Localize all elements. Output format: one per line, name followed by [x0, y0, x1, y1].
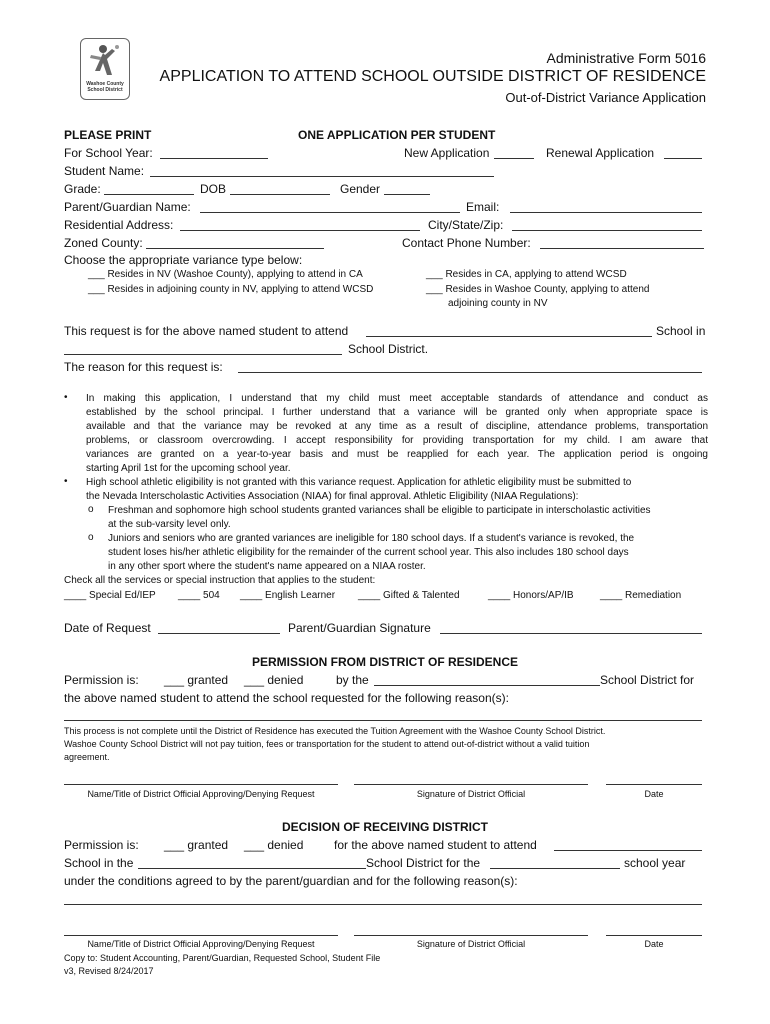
grade-label: Grade: — [64, 182, 101, 196]
receiving-school-year-label: school year — [624, 856, 686, 870]
page-title: APPLICATION TO ATTEND SCHOOL OUTSIDE DISTRICT OF RESIDENCE — [159, 68, 706, 85]
contact-phone-label: Contact Phone Number: — [402, 236, 531, 250]
school-district-label: School District. — [348, 342, 429, 356]
footer-copy-to: Copy to: Student Accounting, Parent/Guardian, Requested School, Student File — [64, 953, 381, 963]
new-application-check[interactable] — [494, 158, 534, 159]
service-504[interactable]: ____ 504 — [178, 590, 220, 601]
residence-caption-signature: Signature of District Official — [416, 789, 526, 799]
city-state-zip-label: City/State/Zip: — [428, 218, 504, 232]
student-name-input[interactable] — [150, 176, 494, 177]
receiving-for-above-label: for the above named student to attend — [334, 838, 537, 852]
receiving-official-name-input[interactable] — [64, 935, 338, 936]
receiving-school-year-input[interactable] — [490, 868, 620, 869]
receiving-school-input[interactable] — [554, 850, 702, 851]
new-application-label: New Application — [404, 146, 490, 160]
district-logo — [80, 38, 130, 100]
variance-prompt: Choose the appropriate variance type below: — [64, 253, 303, 267]
request-attend-label: This request is for the above named student to attend — [64, 324, 349, 338]
page-subtitle: Out-of-District Variance Application — [505, 90, 706, 105]
residence-caption-date: Date — [644, 789, 664, 799]
address-input[interactable] — [180, 230, 420, 231]
services-prompt: Check all the services or special instruction that applies to the student: — [64, 575, 376, 586]
form-number: Administrative Form 5016 — [546, 50, 706, 66]
zoned-county-input[interactable] — [146, 248, 324, 249]
email-label: Email: — [466, 200, 500, 214]
receiving-granted-check[interactable]: ___ granted — [164, 838, 229, 852]
residence-note-2: Washoe County School District will not pay tuition, fees or transportation for the student to attend out-of-district without a valid tuition — [64, 739, 590, 749]
renewal-application-check[interactable] — [664, 158, 702, 159]
variance-option-adjoining-to-wcsd[interactable]: ___ Resides in adjoining county in NV, applying to attend WCSD — [88, 284, 374, 295]
student-name-label: Student Name: — [64, 164, 145, 178]
residence-note-3: agreement. — [64, 752, 110, 762]
receiving-official-signature-input[interactable] — [354, 935, 588, 936]
bullet-1-marker: • — [64, 392, 68, 403]
service-remediation[interactable]: ____ Remediation — [600, 590, 682, 601]
date-of-request-input[interactable] — [158, 633, 280, 634]
sub-bullet-2-marker: o — [88, 532, 94, 543]
residence-heading: PERMISSION FROM DISTRICT OF RESIDENCE — [251, 655, 518, 669]
residence-denied-check[interactable]: ___ denied — [244, 673, 304, 687]
gender-label: Gender — [340, 182, 381, 196]
city-state-zip-input[interactable] — [512, 230, 702, 231]
zoned-county-label: Zoned County: — [64, 236, 143, 250]
please-print-label: PLEASE PRINT — [64, 128, 152, 142]
reason-label: The reason for this request is: — [64, 360, 223, 374]
terms-bullet-1: In making this application, I understand that my child must meet acceptable standards of attendance and conduct as established by the school principal. I further understand that a variance will be granted only when appropriate space is available and that the variance may be revoked at any time as a result of discipline, attendance problems, transportation problems, or classroom overcrowding. I accept responsibility for providing transportation for my child. I am aware that variances are granted on a year-to-year basis and must be reapplied for each year. The application period is ongoing starting April 1st for the upcoming school year. — [86, 393, 708, 474]
address-label: Residential Address: — [64, 218, 174, 232]
logo-text-line1: Washoe County — [86, 81, 124, 87]
requested-school-input[interactable] — [366, 336, 652, 337]
requested-district-input[interactable] — [64, 354, 342, 355]
service-gifted[interactable]: ____ Gifted & Talented — [358, 590, 460, 601]
service-english-learner[interactable]: ____ English Learner — [240, 590, 336, 601]
residence-sd-for-label: School District for — [600, 673, 695, 687]
variance-option-nv-to-ca[interactable]: ___ Resides in NV (Washoe County), applying to attend in CA — [88, 269, 363, 280]
residence-official-signature-input[interactable] — [354, 784, 588, 785]
residence-granted-check[interactable]: ___ granted — [164, 673, 229, 687]
receiving-reason-input[interactable] — [64, 904, 702, 905]
parent-name-label: Parent/Guardian Name: — [64, 200, 191, 214]
gender-input[interactable] — [384, 194, 430, 195]
reason-input[interactable] — [238, 372, 702, 373]
parent-signature-input[interactable] — [440, 633, 702, 634]
parent-signature-label: Parent/Guardian Signature — [288, 621, 431, 635]
receiving-heading: DECISION OF RECEIVING DISTRICT — [281, 820, 488, 834]
variance-option-ca-to-wcsd[interactable]: ___ Resides in CA, applying to attend WCSD — [426, 269, 627, 280]
date-of-request-label: Date of Request — [64, 621, 151, 635]
receiving-district-input[interactable] — [138, 868, 366, 869]
service-special-ed[interactable]: ____ Special Ed/IEP — [64, 590, 156, 601]
service-honors[interactable]: ____ Honors/AP/IB — [488, 590, 574, 601]
receiving-caption-name: Name/Title of District Official Approving/Denying Request — [87, 939, 315, 949]
receiving-date-input[interactable] — [606, 935, 702, 936]
variance-option-washoe-to-adjoining-cont: adjoining county in NV — [448, 298, 548, 309]
parent-name-input[interactable] — [200, 212, 460, 213]
sub-bullet-1-marker: o — [88, 504, 94, 515]
one-application-label: ONE APPLICATION PER STUDENT — [298, 128, 496, 142]
school-year-input[interactable] — [160, 158, 268, 159]
receiving-caption-signature: Signature of District Official — [416, 939, 526, 949]
receiving-caption-date: Date — [644, 939, 664, 949]
footer-version: v3, Revised 8/24/2017 — [64, 966, 154, 976]
logo-figure-icon — [81, 41, 129, 81]
email-input[interactable] — [510, 212, 702, 213]
residence-reason-label: the above named student to attend the school requested for the following reason(s): — [64, 691, 509, 705]
residence-district-input[interactable] — [374, 685, 600, 686]
receiving-sd-for-label: School District for the — [366, 856, 481, 870]
residence-by-the-label: by the — [336, 673, 369, 687]
dob-input[interactable] — [230, 194, 330, 195]
residence-reason-input[interactable] — [64, 720, 702, 721]
variance-option-washoe-to-adjoining[interactable]: ___ Resides in Washoe County, applying to attend — [426, 284, 650, 295]
renewal-application-label: Renewal Application — [546, 146, 655, 160]
residence-date-input[interactable] — [606, 784, 702, 785]
residence-permission-label: Permission is: — [64, 673, 139, 687]
residence-caption-name: Name/Title of District Official Approving/Denying Request — [87, 789, 315, 799]
school-in-label: School in — [656, 324, 706, 338]
receiving-permission-label: Permission is: — [64, 838, 139, 852]
terms-bullet-2: High school athletic eligibility is not granted with this variance request. Application for athletic eligibility must be submitted to the Nevada Interscholastic Activities Association (NIAA) for final approval. Athletic Eligibility (NIAA Regulations): — [86, 477, 632, 502]
receiving-conditions-label: under the conditions agreed to by the parent/guardian and for the following reason(s): — [64, 874, 518, 888]
bullet-2-marker: • — [64, 476, 68, 487]
residence-official-name-input[interactable] — [64, 784, 338, 785]
school-year-label: For School Year: — [64, 146, 153, 160]
residence-note-1: This process is not complete until the District of Residence has executed the Tuition Agreement with the Washoe County School District. — [64, 726, 606, 736]
contact-phone-input[interactable] — [540, 248, 704, 249]
terms-sub-bullet-1: Freshman and sophomore high school students granted variances shall be eligible to participate in interscholastic activities at the sub-varsity level only. — [108, 505, 651, 530]
receiving-denied-check[interactable]: ___ denied — [244, 838, 304, 852]
logo-text-line2: School District — [87, 87, 123, 93]
grade-input[interactable] — [104, 194, 194, 195]
receiving-school-in-label: School in the — [64, 856, 134, 870]
dob-label: DOB — [200, 182, 227, 196]
terms-sub-bullet-2: Juniors and seniors who are granted variances are ineligible for 180 school days. If a student's variance is revoked, the student loses his/her athletic eligibility for the remainder of the current school year. This also includes 180 school days in any other sport where the student's name appeared on a NIAA roster. — [108, 533, 635, 572]
